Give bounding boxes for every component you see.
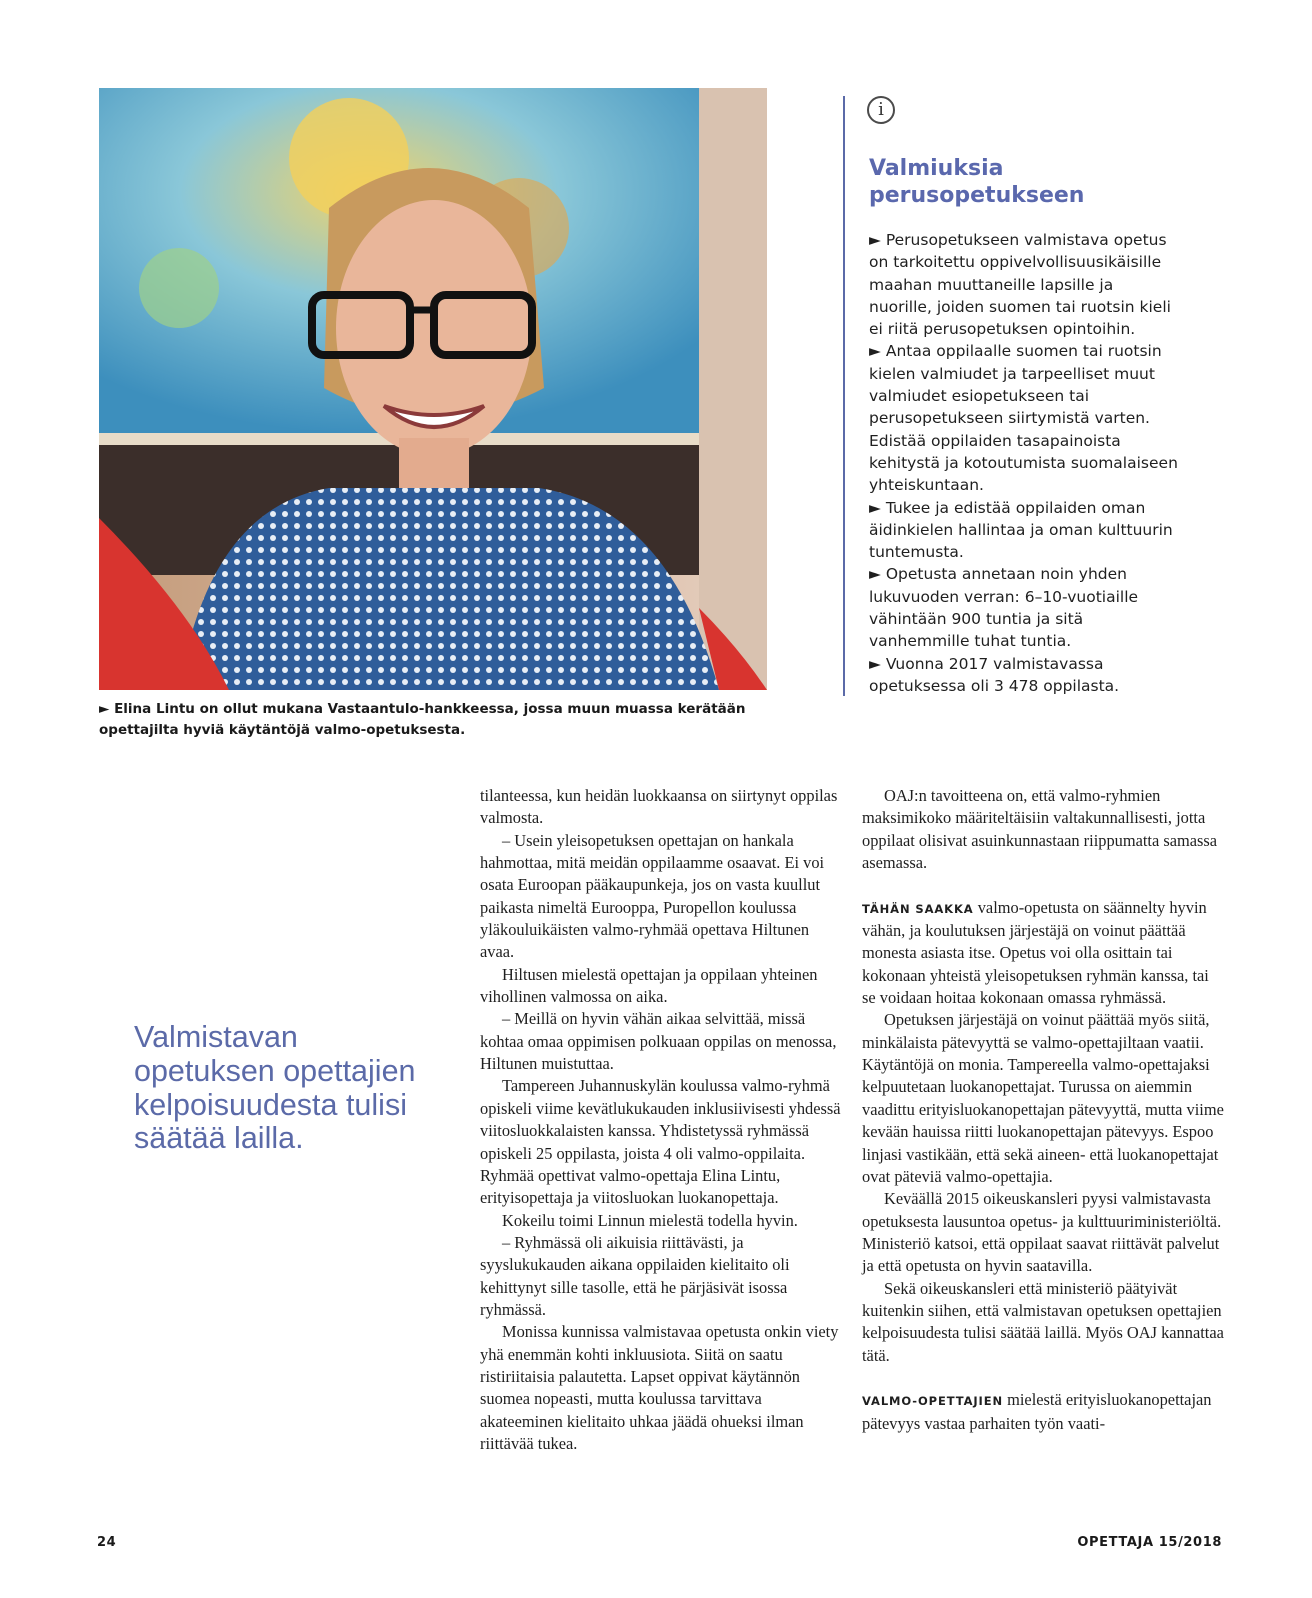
infobox-body: [869, 229, 1179, 697]
article-column-1: [480, 785, 842, 1455]
paragraph: Hiltusen mielestä opettajan ja oppilaan yhteinen vihollinen valmossa on aika.: [480, 964, 818, 1007]
paragraph: VALMO-OPETTAJIEN mielestä erityisluokanopettajan pätevyys vastaa parhaiten työn vaati-: [862, 1390, 1212, 1433]
page-number: 24: [97, 1535, 117, 1550]
paragraph: Opetuksen järjestäjä on voinut päättää myös siitä, minkälaista pätevyyttä se valmo-opettajiltaan vaatii. Käytäntöjä on monia. Tampereella valmo-opettajaksi kelpuutetaan luokanopettajat. Turussa on aiemmin vaadittu erityisluokanopettajan pätevyyttä, mutta viime kevään hauissa riitti luokanopettajan pätevyys. Espoo linjasi vastikään, että sekä aineen- että luokanopettajat ovat päteviä valmo-opettajia.: [862, 1010, 1224, 1186]
lead-in: VALMO-OPETTAJIEN: [862, 1394, 1004, 1409]
paragraph: – Meillä on hyvin vähän aikaa selvittää, missä kohtaa omaa oppimisen polkuaan oppilas on menossa, Hiltunen muistuttaa.: [480, 1009, 837, 1074]
paragraph: Kokeilu toimi Linnun mielestä todella hyvin.: [502, 1210, 798, 1230]
paragraph: – Usein yleisopetuksen opettajan on hankala hahmottaa, mitä meidän oppilaamme osaavat. Ei voi osata Euroopan pääkaupunkeja, jos on vasta kuullut paikasta nimeltä Eurooppa, Puropellon koulussa yläkouluikäisten valmo-ryhmää opettava Hiltunen avaa.: [480, 830, 825, 962]
paragraph: TÄHÄN SAAKKA valmo-opetusta on säännelty hyvin vähän, ja koulutuksen järjestäjä on voinut päättää monesta asiasta itse. Opetus voi olla osittain tai kokonaan yhteistä yleisopetuksen ryhmän kanssa, tai se voidaan hoitaa kokonaan omassa ryhmässä.: [862, 897, 1209, 1008]
photo-caption: ► Elina Lintu on ollut mukana Vastaantulo-hankkeessa, jossa muun muassa kerätään opettajilta hyviä käytäntöjä valmo-opetuksesta.: [99, 701, 746, 738]
infobox-bullet: ► Antaa oppilaalle suomen tai ruotsin kielen valmiudet ja tarpeelliset muut valmiudet esiopetukseen tai perusopetukseen siirtymistä varten. Edistää oppilaiden tasapainoista kehitystä ja kotoutumista suomalaiseen yhteiskuntaan.: [869, 342, 1178, 495]
infobox-bullet: ► Vuonna 2017 valmistavassa opetuksessa oli 3 478 oppilasta.: [869, 654, 1120, 695]
infobox-bullet: ► Opetusta annetaan noin yhden lukuvuoden verran: 6–10-vuotiaille vähintään 900 tuntia ja sitä vanhemmille tuhat tuntia.: [869, 565, 1139, 651]
pull-quote: Valmistavan opetuksen opettajien kelpoisuudesta tulisi säätää lailla.: [134, 1020, 416, 1156]
lead-in: TÄHÄN SAAKKA: [862, 901, 974, 916]
paragraph: Sekä oikeuskansleri että ministeriö päätyivät kuitenkin siihen, että valmistavan opetuksen opettajien kelpoisuudesta tulisi säätää laillä. Myös OAJ kannattaa tätä.: [862, 1278, 1224, 1365]
article-column-2: [862, 785, 1224, 1435]
publication-issue: OPETTAJA 15/2018: [1077, 1535, 1222, 1550]
paragraph: tilanteessa, kun heidän luokkaansa on siirtynyt oppilas valmosta.: [480, 786, 838, 828]
infobox-bullet: ► Tukee ja edistää oppilaiden oman äidinkielen hallintaa ja oman kulttuurin tuntemusta.: [869, 498, 1173, 562]
infobox-rule: [843, 96, 845, 696]
paragraph: – Ryhmässä oli aikuisia riittävästi, ja syyslukukauden aikana oppilaiden kielitaito oli kehittynyt sille tasolle, että he pärjäsivät isossa ryhmässä.: [480, 1232, 790, 1319]
portrait-photo: [99, 88, 767, 690]
paragraph: Monissa kunnissa valmistavaa opetusta onkin viety yhä enemmän kohti inkluusiota. Siitä on saatu ristiriitaisia palautetta. Lapset oppivat käytännön suomea nopeasti, mutta koulussa tarvittava akateeminen kielitaito uhkaa jäädä ohueksi ilman riittävää tukea.: [480, 1322, 839, 1453]
infobox-bullet: ► Perusopetukseen valmistava opetus on tarkoitettu oppivelvollisuusikäisille maahan muuttaneille lapsille ja nuorille, joiden suomen tai ruotsin kieli ei riitä perusopetuksen opintoihin.: [869, 231, 1171, 339]
info-icon: i: [867, 96, 895, 124]
paragraph: Keväällä 2015 oikeuskansleri pyysi valmistavasta opetuksesta lausuntoa opetus- ja kulttuuriministeriöltä. Ministeriö katsoi, että oppilaat saavat riittävät palvelut ja että opetusta on hyvin saatavilla.: [862, 1189, 1222, 1276]
paragraph: OAJ:n tavoitteena on, että valmo-ryhmien maksimikoko määriteltäisiin valtakunnallisesti, jotta oppilaat olisivat asuinkunnastaan riippumatta samassa asemassa.: [862, 786, 1218, 873]
paragraph: Tampereen Juhannuskylän koulussa valmo-ryhmä opiskeli viime kevätlukukauden inklusiivisesti yhdessä viitosluokkalaisten kanssa. Yhdistetyssä ryhmässä opiskeli 25 oppilasta, joista 4 oli valmo-oppilaita. Ryhmää opettivat valmo-opettaja Elina Lintu, erityisopettaja ja viitosluokan luokanopettaja.: [480, 1076, 841, 1208]
infobox-title: Valmiuksia perusopetukseen: [869, 156, 1085, 208]
